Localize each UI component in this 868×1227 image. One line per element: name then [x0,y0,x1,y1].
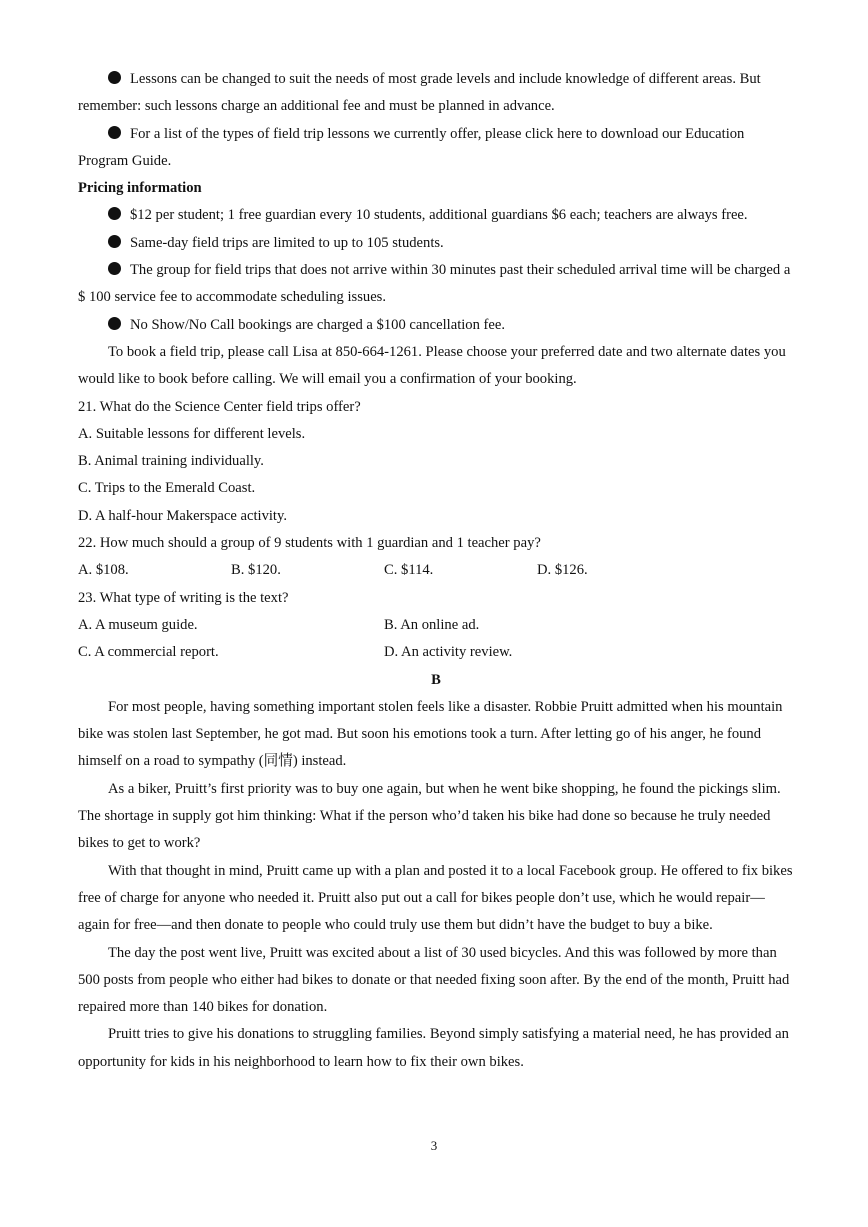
bullet-icon [108,126,121,139]
passage-paragraph: As a biker, Pruitt’s first priority was to buy one again, but when he went bike shopping, he found the pickings slim. The shortage in supply got him thinking: What if the person who’d taken his bike had done so because he truly needed bikes to get to work? [78,780,781,852]
section-label: B [431,671,441,688]
bullet-icon [108,262,121,275]
question-22-option: B. $120. [231,562,281,579]
question-21-option: C. Trips to the Emerald Coast. [78,480,256,497]
question-22-option: D. $126. [537,562,588,579]
document-page [78,66,794,1076]
question-22-option: C. $114. [384,562,434,579]
passage-paragraph: With that thought in mind, Pruitt came up with a plan and posted it to a local Facebook group. He offered to fix bikes free of charge for anyone who needed it. Pruitt also put out a call for bikes people don’t use, which he would repair—again for free—and then donate to people who could truly use them but didn’t have the budget to buy a bike. [78,862,793,934]
passage-paragraph: The day the post went live, Pruitt was excited about a list of 30 used bicycles. And this was followed by more than 500 posts from people who either had bikes to donate or that needed fixing soon after. By the end of the month, Pruitt had repaired more than 140 bikes for donation. [78,944,790,1016]
booking-paragraph: To book a field trip, please call Lisa at 850-664-1261. Please choose your preferred date and two alternate dates you would like to book before calling. We will email you a confirmation of your booking. [78,343,786,388]
bullet-item: Lessons can be changed to suit the needs of most grade levels and include knowledge of different areas. But remember: such lessons charge an additional fee and must be planned in advance. [78,71,761,115]
pricing-item: The group for field trips that does not arrive within 30 minutes past their scheduled arrival time will be charged a $ 100 service fee to accommodate scheduling issues. [78,262,791,306]
question-21-option: D. A half-hour Makerspace activity. [78,507,287,524]
pricing-item: $12 per student; 1 free guardian every 10 students, additional guardians $6 each; teachers are always free. [78,202,794,229]
question-23-options-row1 [78,612,794,639]
passage-paragraph: Pruitt tries to give his donations to struggling families. Beyond simply satisfying a material need, he has provided an opportunity for kids in his neighborhood to learn how to fix their own bikes. [78,1026,789,1070]
pricing-item: Same-day field trips are limited to up to 105 students. [78,230,794,257]
question-22-options [78,557,794,584]
question-21-option: B. Animal training individually. [78,453,264,470]
passage-paragraph: For most people, having something important stolen feels like a disaster. Robbie Pruitt admitted when his mountain bike was stolen last September, he got mad. But soon his emotions took a turn. After letting go of his anger, he found himself on a road to sympathy (同情) instead. [78,698,783,770]
question-21-stem: 21. What do the Science Center field trips offer? [78,398,361,415]
question-23-options-row2 [78,639,794,666]
question-23-option: D. An activity review. [384,644,513,661]
bullet-item: For a list of the types of field trip lessons we currently offer, please click here to download our Education Program Guide. [78,125,745,169]
question-23-option: C. A commercial report. [78,644,219,661]
question-22-option: A. $108. [78,562,129,579]
pricing-item: No Show/No Call bookings are charged a $100 cancellation fee. [78,312,794,339]
question-23-stem: 23. What type of writing is the text? [78,589,289,606]
page-number: 3 [430,1138,438,1153]
question-23-option: B. An online ad. [384,616,480,633]
bullet-icon [108,235,121,248]
pricing-heading: Pricing information [78,180,202,197]
bullet-icon [108,317,121,330]
question-22-stem: 22. How much should a group of 9 students with 1 guardian and 1 teacher pay? [78,535,541,552]
bullet-icon [108,71,121,84]
bullet-icon [108,207,121,220]
question-23-option: A. A museum guide. [78,616,198,633]
question-21-option: A. Suitable lessons for different levels. [78,425,306,442]
